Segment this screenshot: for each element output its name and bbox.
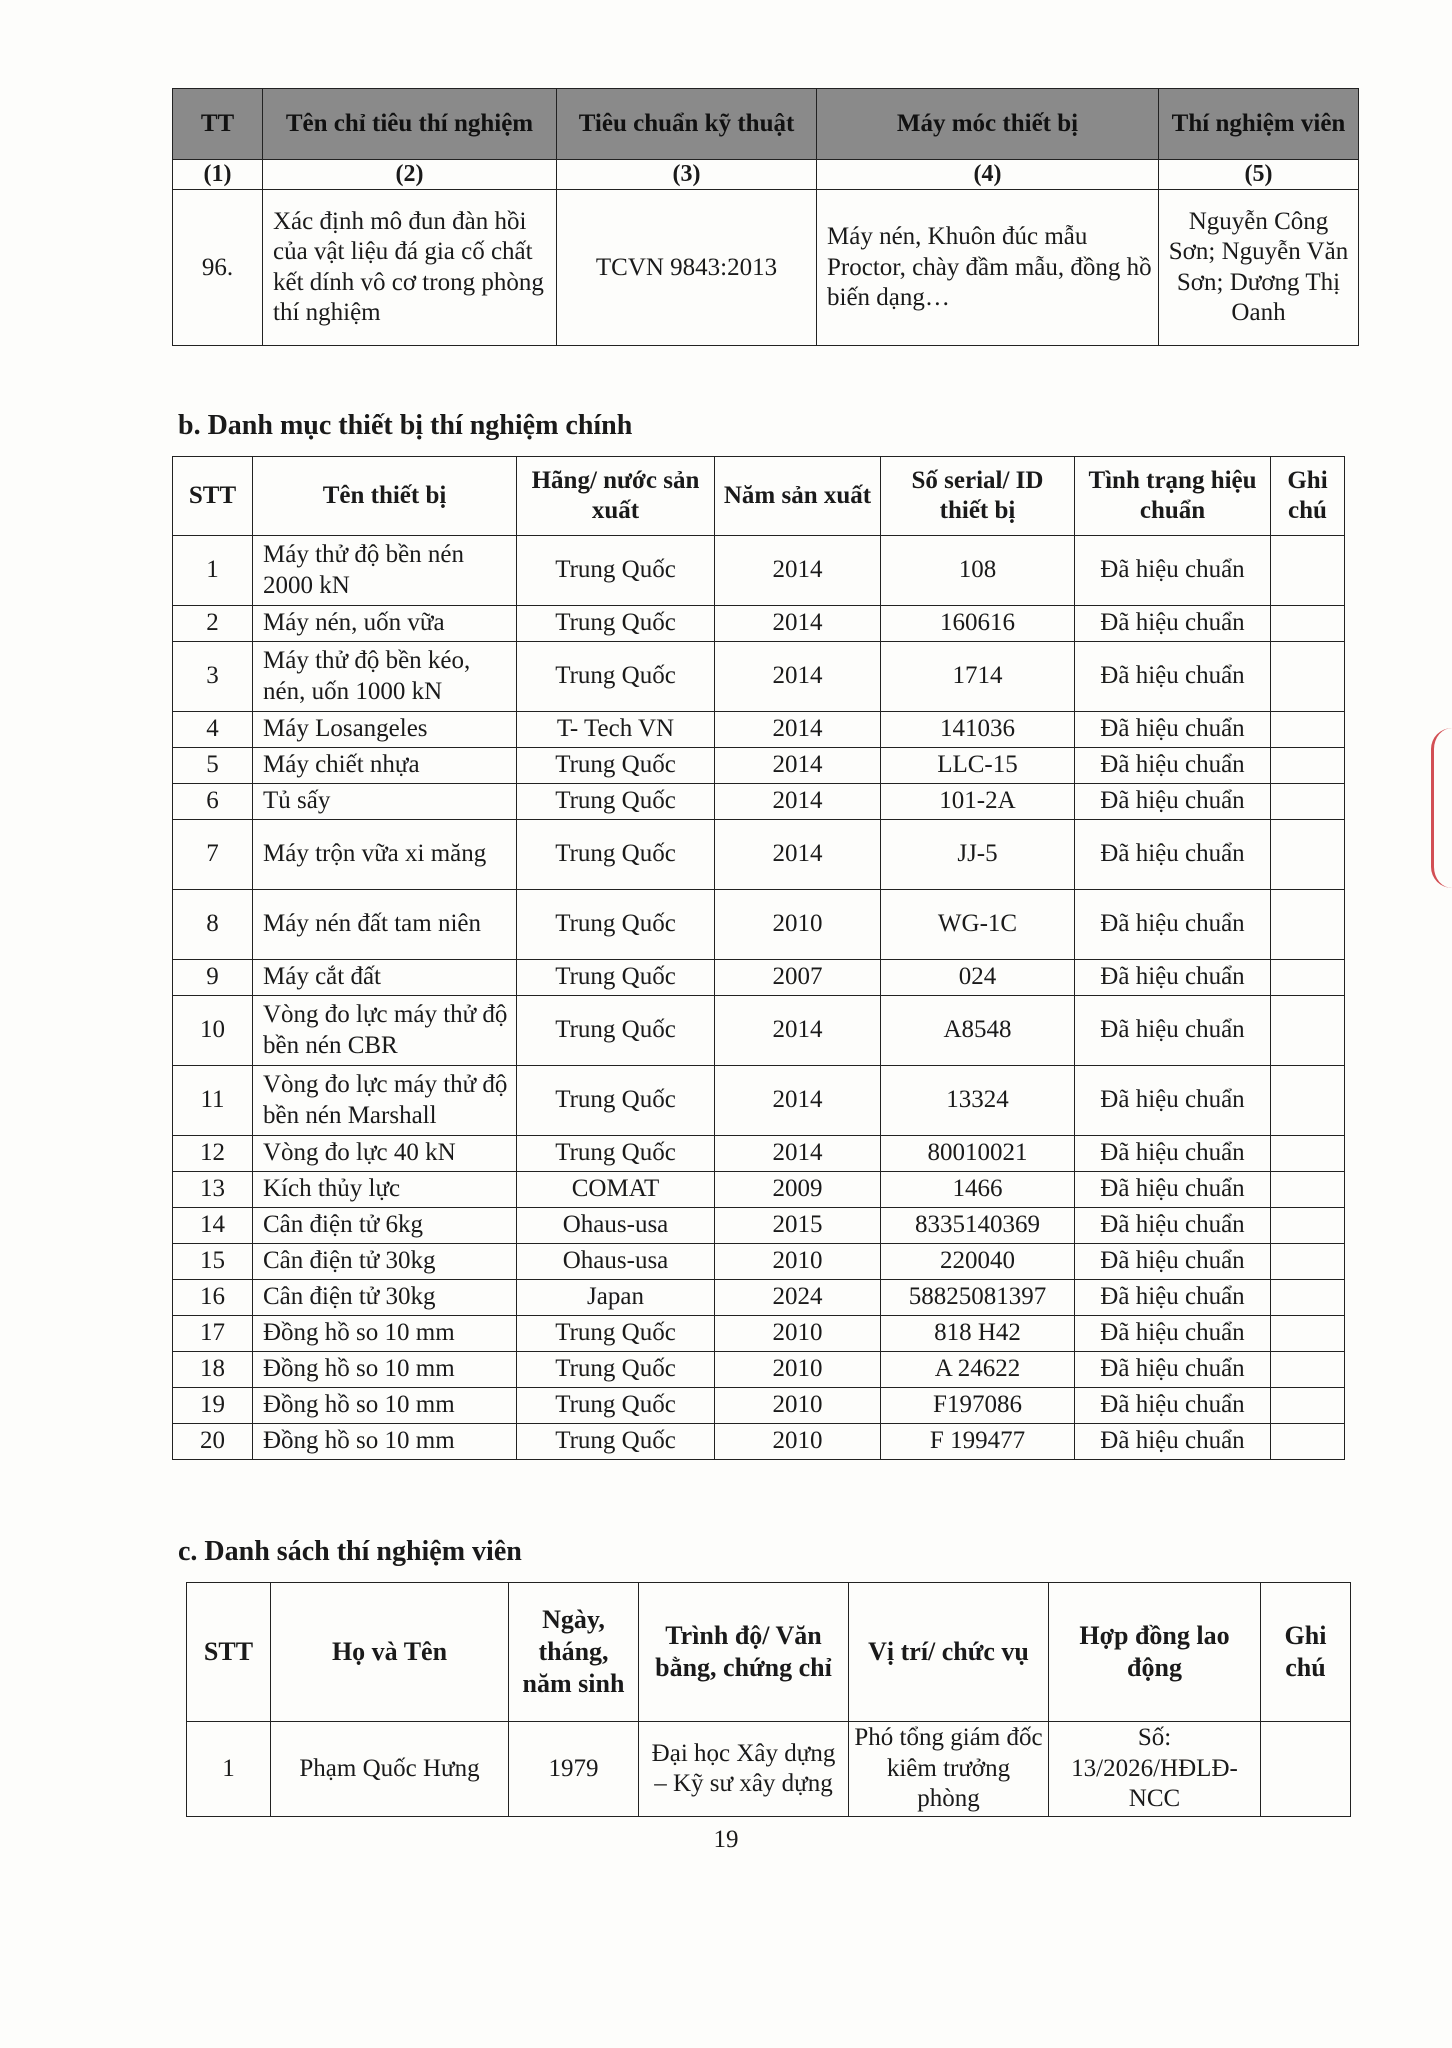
header-stt: STT — [173, 457, 253, 536]
device-serial: LLC-15 — [881, 748, 1075, 784]
device-status: Đã hiệu chuẩn — [1075, 606, 1271, 642]
device-stt: 8 — [173, 890, 253, 960]
col-number: (4) — [817, 160, 1159, 190]
header-standard: Tiêu chuẩn kỹ thuật — [557, 89, 817, 160]
device-stt: 13 — [173, 1172, 253, 1208]
header-calibration: Tình trạng hiệu chuẩn — [1075, 457, 1271, 536]
table-row — [187, 1722, 1351, 1817]
device-year: 2014 — [715, 642, 881, 712]
device-year: 2014 — [715, 996, 881, 1066]
device-maker: Trung Quốc — [517, 1388, 715, 1424]
device-maker: Trung Quốc — [517, 890, 715, 960]
header-stt: STT — [187, 1583, 271, 1722]
device-serial: 1714 — [881, 642, 1075, 712]
device-status: Đã hiệu chuẩn — [1075, 820, 1271, 890]
table-row — [173, 996, 1345, 1066]
staff-contract: Số: 13/2026/HĐLĐ-NCC — [1049, 1722, 1261, 1817]
table-row — [173, 1172, 1345, 1208]
device-serial: A 24622 — [881, 1352, 1075, 1388]
device-status: Đã hiệu chuẩn — [1075, 748, 1271, 784]
device-year: 2014 — [715, 1136, 881, 1172]
device-maker: Ohaus-usa — [517, 1244, 715, 1280]
col-number: (1) — [173, 160, 263, 190]
section-c-title: c. Danh sách thí nghiệm viên — [178, 1536, 522, 1567]
device-stt: 15 — [173, 1244, 253, 1280]
device-year: 2014 — [715, 536, 881, 606]
device-status: Đã hiệu chuẩn — [1075, 642, 1271, 712]
device-stt: 16 — [173, 1280, 253, 1316]
device-year: 2014 — [715, 784, 881, 820]
staff-stt: 1 — [187, 1722, 271, 1817]
device-note — [1271, 1244, 1345, 1280]
device-name: Vòng đo lực máy thử độ bền nén CBR — [253, 996, 517, 1066]
header-maker: Hãng/ nước sản xuất — [517, 457, 715, 536]
staff-dob: 1979 — [509, 1722, 639, 1817]
device-year: 2010 — [715, 1244, 881, 1280]
col-number: (2) — [263, 160, 557, 190]
device-name: Máy chiết nhựa — [253, 748, 517, 784]
staff-note — [1261, 1722, 1351, 1817]
device-stt: 4 — [173, 712, 253, 748]
device-note — [1271, 960, 1345, 996]
device-name: Đồng hồ so 10 mm — [253, 1352, 517, 1388]
table-row — [173, 1352, 1345, 1388]
device-serial: 818 H42 — [881, 1316, 1075, 1352]
table-row — [173, 1280, 1345, 1316]
device-note — [1271, 1388, 1345, 1424]
device-name: Máy nén, uốn vữa — [253, 606, 517, 642]
device-name: Máy thử độ bền kéo, nén, uốn 1000 kN — [253, 642, 517, 712]
header-serial: Số serial/ ID thiết bị — [881, 457, 1075, 536]
device-stt: 18 — [173, 1352, 253, 1388]
table-row — [173, 890, 1345, 960]
device-stt: 19 — [173, 1388, 253, 1424]
staff-position: Phó tổng giám đốc kiêm trưởng phòng — [849, 1722, 1049, 1817]
row-tt: 96. — [173, 190, 263, 346]
device-serial: A8548 — [881, 996, 1075, 1066]
device-note — [1271, 890, 1345, 960]
header-note: Ghi chú — [1271, 457, 1345, 536]
device-stt: 1 — [173, 536, 253, 606]
device-status: Đã hiệu chuẩn — [1075, 890, 1271, 960]
device-year: 2014 — [715, 748, 881, 784]
device-note — [1271, 996, 1345, 1066]
device-status: Đã hiệu chuẩn — [1075, 1388, 1271, 1424]
device-note — [1271, 1136, 1345, 1172]
device-note — [1271, 1424, 1345, 1460]
device-maker: Trung Quốc — [517, 1352, 715, 1388]
device-status: Đã hiệu chuẩn — [1075, 712, 1271, 748]
device-maker: T- Tech VN — [517, 712, 715, 748]
device-status: Đã hiệu chuẩn — [1075, 1352, 1271, 1388]
header-contract: Hợp đồng lao động — [1049, 1583, 1261, 1722]
device-serial: 1466 — [881, 1172, 1075, 1208]
header-staff: Thí nghiệm viên — [1159, 89, 1359, 160]
device-status: Đã hiệu chuẩn — [1075, 960, 1271, 996]
table-row — [173, 1244, 1345, 1280]
device-status: Đã hiệu chuẩn — [1075, 1066, 1271, 1136]
row-standard: TCVN 9843:2013 — [557, 190, 817, 346]
device-name: Cân điện tử 30kg — [253, 1280, 517, 1316]
device-status: Đã hiệu chuẩn — [1075, 1424, 1271, 1460]
device-year: 2010 — [715, 1424, 881, 1460]
device-year: 2010 — [715, 1388, 881, 1424]
device-maker: Trung Quốc — [517, 536, 715, 606]
device-maker: Trung Quốc — [517, 606, 715, 642]
device-note — [1271, 1280, 1345, 1316]
device-year: 2014 — [715, 712, 881, 748]
table-row — [173, 1208, 1345, 1244]
device-note — [1271, 784, 1345, 820]
device-maker: Trung Quốc — [517, 642, 715, 712]
row-equipment: Máy nén, Khuôn đúc mẫu Proctor, chày đầm mẫu, đồng hồ biến dạng… — [817, 190, 1159, 346]
device-note — [1271, 642, 1345, 712]
row-test-name: Xác định mô đun đàn hồi của vật liệu đá gia cố chất kết dính vô cơ trong phòng thí nghiệm — [263, 190, 557, 346]
device-maker: Ohaus-usa — [517, 1208, 715, 1244]
device-stt: 17 — [173, 1316, 253, 1352]
device-serial: 13324 — [881, 1066, 1075, 1136]
col-number: (3) — [557, 160, 817, 190]
row-staff: Nguyễn Công Sơn; Nguyễn Văn Sơn; Dương Thị Oanh — [1159, 190, 1359, 346]
table-row — [173, 642, 1345, 712]
header-equipment: Máy móc thiết bị — [817, 89, 1159, 160]
device-name: Cân điện tử 30kg — [253, 1244, 517, 1280]
header-full-name: Họ và Tên — [271, 1583, 509, 1722]
header-year: Năm sản xuất — [715, 457, 881, 536]
table-row — [173, 1388, 1345, 1424]
staff-name: Phạm Quốc Hưng — [271, 1722, 509, 1817]
device-year: 2014 — [715, 820, 881, 890]
table-row — [173, 1424, 1345, 1460]
table-row — [173, 190, 1359, 346]
device-name: Đồng hồ so 10 mm — [253, 1424, 517, 1460]
device-stt: 9 — [173, 960, 253, 996]
device-status: Đã hiệu chuẩn — [1075, 1244, 1271, 1280]
device-year: 2024 — [715, 1280, 881, 1316]
device-maker: Trung Quốc — [517, 820, 715, 890]
page-number: 19 — [713, 1826, 739, 1853]
device-note — [1271, 820, 1345, 890]
device-maker: Trung Quốc — [517, 784, 715, 820]
device-name: Máy trộn vữa xi măng — [253, 820, 517, 890]
device-serial: 220040 — [881, 1244, 1075, 1280]
device-name: Máy thử độ bền nén 2000 kN — [253, 536, 517, 606]
device-stt: 5 — [173, 748, 253, 784]
header-test-name: Tên chỉ tiêu thí nghiệm — [263, 89, 557, 160]
device-name: Máy Losangeles — [253, 712, 517, 748]
device-stt: 2 — [173, 606, 253, 642]
device-stt: 6 — [173, 784, 253, 820]
header-note: Ghi chú — [1261, 1583, 1351, 1722]
device-status: Đã hiệu chuẩn — [1075, 996, 1271, 1066]
device-name: Đồng hồ so 10 mm — [253, 1388, 517, 1424]
col-number: (5) — [1159, 160, 1359, 190]
device-stt: 10 — [173, 996, 253, 1066]
device-stt: 12 — [173, 1136, 253, 1172]
device-status: Đã hiệu chuẩn — [1075, 536, 1271, 606]
device-year: 2014 — [715, 606, 881, 642]
device-status: Đã hiệu chuẩn — [1075, 1136, 1271, 1172]
device-name: Cân điện tử 6kg — [253, 1208, 517, 1244]
device-status: Đã hiệu chuẩn — [1075, 784, 1271, 820]
device-name: Vòng đo lực 40 kN — [253, 1136, 517, 1172]
device-name: Máy cắt đất — [253, 960, 517, 996]
device-serial: 160616 — [881, 606, 1075, 642]
device-maker: Trung Quốc — [517, 748, 715, 784]
table-row — [173, 960, 1345, 996]
device-stt: 20 — [173, 1424, 253, 1460]
device-serial: 024 — [881, 960, 1075, 996]
device-year: 2007 — [715, 960, 881, 996]
table-row — [173, 820, 1345, 890]
device-maker: Trung Quốc — [517, 1136, 715, 1172]
device-note — [1271, 1172, 1345, 1208]
equipment-table — [172, 456, 1345, 1460]
test-items-table — [172, 88, 1359, 346]
device-note — [1271, 712, 1345, 748]
red-stamp-edge — [1431, 728, 1452, 888]
header-device-name: Tên thiết bị — [253, 457, 517, 536]
device-year: 2014 — [715, 1066, 881, 1136]
device-name: Đồng hồ so 10 mm — [253, 1316, 517, 1352]
table-row — [173, 606, 1345, 642]
device-note — [1271, 1316, 1345, 1352]
device-stt: 14 — [173, 1208, 253, 1244]
device-serial: 101-2A — [881, 784, 1075, 820]
device-note — [1271, 536, 1345, 606]
table-row — [173, 1066, 1345, 1136]
device-name: Máy nén đất tam niên — [253, 890, 517, 960]
device-note — [1271, 606, 1345, 642]
device-name: Tủ sấy — [253, 784, 517, 820]
device-year: 2015 — [715, 1208, 881, 1244]
table-row — [173, 784, 1345, 820]
device-year: 2009 — [715, 1172, 881, 1208]
staff-degree: Đại học Xây dựng – Kỹ sư xây dựng — [639, 1722, 849, 1817]
device-year: 2010 — [715, 1316, 881, 1352]
device-maker: Trung Quốc — [517, 996, 715, 1066]
device-serial: 80010021 — [881, 1136, 1075, 1172]
header-tt: TT — [173, 89, 263, 160]
device-maker: Trung Quốc — [517, 960, 715, 996]
device-maker: COMAT — [517, 1172, 715, 1208]
device-maker: Trung Quốc — [517, 1316, 715, 1352]
device-stt: 11 — [173, 1066, 253, 1136]
device-serial: 8335140369 — [881, 1208, 1075, 1244]
device-year: 2010 — [715, 890, 881, 960]
device-note — [1271, 1208, 1345, 1244]
device-serial: 58825081397 — [881, 1280, 1075, 1316]
table-row — [173, 536, 1345, 606]
table-row — [173, 1136, 1345, 1172]
device-serial: JJ-5 — [881, 820, 1075, 890]
header-degree: Trình độ/ Văn bằng, chứng chỉ — [639, 1583, 849, 1722]
staff-table — [186, 1582, 1351, 1817]
device-serial: WG-1C — [881, 890, 1075, 960]
device-maker: Trung Quốc — [517, 1424, 715, 1460]
device-note — [1271, 748, 1345, 784]
header-position: Vị trí/ chức vụ — [849, 1583, 1049, 1722]
device-note — [1271, 1352, 1345, 1388]
device-maker: Japan — [517, 1280, 715, 1316]
device-year: 2010 — [715, 1352, 881, 1388]
device-name: Kích thủy lực — [253, 1172, 517, 1208]
table-row — [173, 1316, 1345, 1352]
device-status: Đã hiệu chuẩn — [1075, 1316, 1271, 1352]
header-dob: Ngày, tháng, năm sinh — [509, 1583, 639, 1722]
device-status: Đã hiệu chuẩn — [1075, 1280, 1271, 1316]
device-status: Đã hiệu chuẩn — [1075, 1208, 1271, 1244]
table-row — [173, 712, 1345, 748]
device-maker: Trung Quốc — [517, 1066, 715, 1136]
device-serial: 141036 — [881, 712, 1075, 748]
device-note — [1271, 1066, 1345, 1136]
device-stt: 3 — [173, 642, 253, 712]
device-name: Vòng đo lực máy thử độ bền nén Marshall — [253, 1066, 517, 1136]
device-status: Đã hiệu chuẩn — [1075, 1172, 1271, 1208]
device-serial: F197086 — [881, 1388, 1075, 1424]
table-row — [173, 748, 1345, 784]
device-serial: 108 — [881, 536, 1075, 606]
section-b-title: b. Danh mục thiết bị thí nghiệm chính — [178, 410, 633, 441]
device-stt: 7 — [173, 820, 253, 890]
device-serial: F 199477 — [881, 1424, 1075, 1460]
